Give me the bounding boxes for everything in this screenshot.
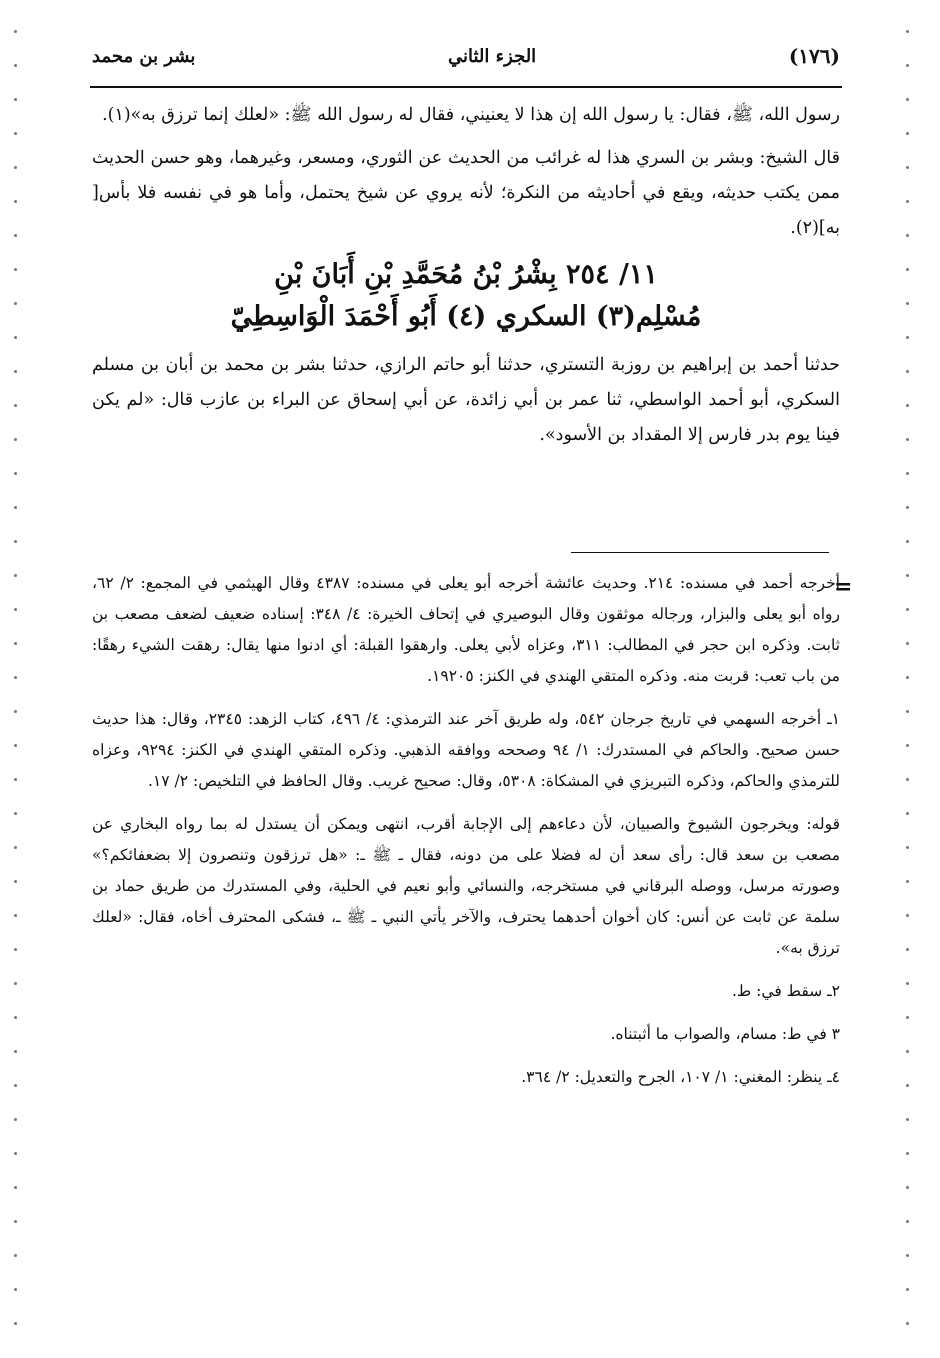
scan-dot [906,1118,909,1121]
scan-dot [14,1084,17,1087]
scan-dot [14,710,17,713]
scan-dot [14,1288,17,1291]
scan-dot [906,404,909,407]
scan-dot [906,30,909,33]
scan-dot [14,1118,17,1121]
scan-dot [14,948,17,951]
scan-dot [906,1084,909,1087]
scan-dot [14,132,17,135]
entry-heading [92,254,840,338]
scan-dot [906,98,909,101]
scan-dot [14,642,17,645]
scan-dot [906,676,909,679]
scan-dot [14,30,17,33]
scan-dot [14,778,17,781]
scan-dot [906,540,909,543]
paragraph-3: حدثنا أحمد بن إبراهيم بن روزبة التستري، حدثنا أبو حاتم الرازي، حدثنا بشر بن محمد بن أبان بن مسلم السكري، أبو أحمد الواسطي، ثنا عمر بن أبي زائدة، عن أبي إسحاق عن البراء بن عازب قال: «لم يكن فينا يوم بدر فارس إلا المقداد بن الأسود». [92,355,840,445]
scan-dot [906,1220,909,1223]
paragraph-2: قال الشيخ: وبشر بن السري هذا له غرائب من الحديث عن الثوري، ومسعر، وغيرهما، وهو حسن الحديث ممن يكتب حديثه، ويقع في أحاديثه من النكرة؛ لأنه يروي عن شيخ يحتمل، وأما هو في نفسه فلا بأس[ به](٢). [92,148,840,238]
scan-dot [14,166,17,169]
scan-dot [906,438,909,441]
running-head: بشر بن محمد [92,45,196,67]
scan-dot [906,982,909,985]
scan-dot [14,302,17,305]
scan-dot [14,1016,17,1019]
scan-dot [14,982,17,985]
page-header [92,36,840,76]
scan-dot [14,1220,17,1223]
scan-dot [906,268,909,271]
scan-dot [906,234,909,237]
scan-dot [14,812,17,815]
scan-dot [906,132,909,135]
scan-dot [14,438,17,441]
scan-dot [906,914,909,917]
scan-dot [906,608,909,611]
scan-dot [906,642,909,645]
scan-dot [14,540,17,543]
footnote-continued: أخرجه أحمد في مسنده: ٢١٤. وحديث عائشة أخرجه أبو يعلى في مسنده: ٤٣٨٧ وقال الهيثمي في المجمع: ٢/ ٦٢، رواه أبو يعلى والبزار، ورجاله موثقون وقال البوصيري في إتحاف الخيرة: ٤/ ٣٤٨: إسناده ضعيف لضعف مصعب بن ثابت. وذكره ابن حجر في المطالب: ٣١١، وعزاه لأبي يعلى. وارهقوا القبلة: أي ادنوا منها يقال: رهقت الشيء رهقًا: من باب تعب: قربت منه. وذكره المتقي الهندي في الكنز: ١٩٢٠٥. [92,574,840,685]
scan-dot [906,302,909,305]
scan-dot [906,948,909,951]
scan-dot [14,336,17,339]
scan-dot [906,574,909,577]
footnote-4: ٤ـ ينظر: المغني: ١/ ١٠٧، الجرح والتعديل: ٢/ ٣٦٤. [521,1068,840,1086]
scan-dot [906,506,909,509]
scan-dot [14,506,17,509]
scan-dot [906,880,909,883]
scan-dot [906,1186,909,1189]
scan-dot [14,1186,17,1189]
footnote-1: ١ـ أخرجه السهمي في تاريخ جرجان ٥٤٢، وله طريق آخر عند الترمذي: ٤/ ٤٩٦، كتاب الزهد: ٢٣٤٥، وقال: هذا حديث حسن صحيح. والحاكم في المستدرك: ١/ ٩٤ وصححه ووافقه الذهبي. وذكره المتقي الهندي في الكنز: ٩٢٩٤، وعزاه للترمذي والحاكم، وذكره التبريزي في المشكاة: ٥٣٠٨، وقال: صحيح غريب. وقال الحافظ في التلخيص: ٢/ ١٧. [92,710,840,790]
scan-dot [906,744,909,747]
part-title: الجزء الثاني [448,45,537,67]
scan-dot [906,1050,909,1053]
scan-dot [906,812,909,815]
footnote-3: ٣ في ط: مسام، والصواب ما أثبتناه. [610,1025,840,1043]
scan-dot [14,608,17,611]
scan-dot [906,1288,909,1291]
scan-dot [14,676,17,679]
scan-dot [14,1152,17,1155]
entry-heading-line-2: مُسْلِم(٣) السكري (٤) أَبُو أَحْمَدَ الْوَاسِطِيّ [230,301,702,332]
scan-dot [14,234,17,237]
scan-dot [14,370,17,373]
scan-dot [14,914,17,917]
scan-dot [906,1254,909,1257]
scan-dot [14,846,17,849]
entry-heading-line-1: ١١/ ٢٥٤ بِشْرُ بْنُ مُحَمَّدِ بْنِ أَبَانَ بْنِ [274,259,658,290]
scan-dot [14,744,17,747]
main-text [92,98,840,461]
scan-dot [906,64,909,67]
scan-dot [14,1050,17,1053]
scan-dot [906,370,909,373]
scan-dot [906,1322,909,1325]
scan-dot [14,1254,17,1257]
scan-dot [14,880,17,883]
scan-dot [906,1152,909,1155]
scan-dot [906,1016,909,1019]
scan-dot [906,200,909,203]
footnotes [92,568,840,1105]
footnote-separator [571,552,829,553]
scan-edge-dots-left [14,0,20,1358]
footnote-2: ٢ـ سقط في: ط. [731,982,840,1000]
scan-dot [906,778,909,781]
scan-dot [14,472,17,475]
footnote-1-comment: قوله: ويخرجون الشيوخ والصبيان، لأن دعاءهم إلى الإجابة أقرب، انتهى ويمكن أن يستدل له بما رواه البخاري عن مصعب بن سعد قال: رأى سعد أن له فضلا على من دونه، فقال ـ ﷺ ـ: «هل ترزقون وتنصرون إلا بضعفائكم؟» وصورته مرسل، ووصله البرقاني في مستخرجه، والنسائي وأبو نعيم في الحلية، وفي المستدرك من طريق حماد بن سلمة عن ثابت عن أنس: كان أخوان أحدهما يحترف، والآخر يأتي النبي ـ ﷺ ـ، فشكى المحترف أخاه، فقال: «لعلك ترزق به». [92,815,840,957]
scan-dot [14,98,17,101]
page-number: (١٧٦) [788,44,840,68]
scan-dot [906,472,909,475]
scan-dot [14,268,17,271]
scan-dot [14,200,17,203]
scan-dot [906,846,909,849]
scan-dot [14,574,17,577]
scan-dot [906,336,909,339]
scan-dot [14,1322,17,1325]
footnote-continuation-mark: = [834,574,853,600]
scan-edge-dots-right [906,0,912,1358]
scan-dot [14,64,17,67]
scan-dot [906,710,909,713]
scan-dot [906,166,909,169]
header-rule [90,86,842,88]
scan-dot [14,404,17,407]
paragraph-1: رسول الله، ﷺ، فقال: يا رسول الله إن هذا لا يعنيني، فقال له رسول الله ﷺ: «لعلك إنما ترزق به»(١). [102,105,840,125]
